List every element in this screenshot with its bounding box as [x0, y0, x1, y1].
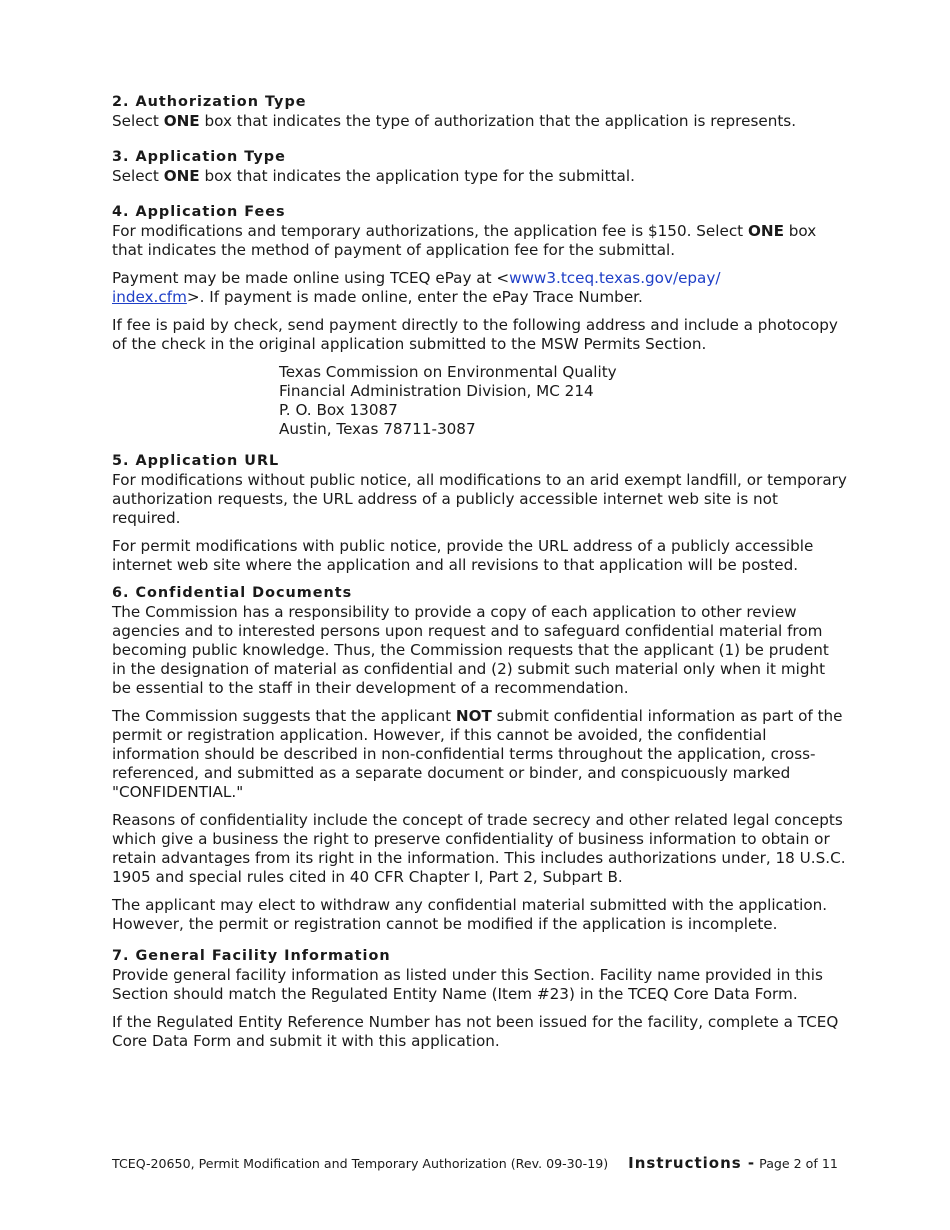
section-heading: 2. Authorization Type [112, 94, 307, 110]
paragraph: For modifications without public notice, all modifications to an arid exempt landfill, or temporary authorization requests, the URL address of a publicly accessible internet web site is not required. [112, 471, 847, 527]
text: Select [112, 112, 164, 130]
paragraph: The Commission has a responsibility to provide a copy of each application to other review agencies and to interested persons upon request and to safeguard confidential material from becoming public knowledge. Thus, the Commission requests that the applicant (1) be prudent in the designation of material as confidential and (2) submit such material only when it might be essential to the staff in their development of a recommendation. [112, 603, 829, 697]
footer-page-number: Page 2 of 11 [759, 1156, 838, 1171]
section-application-fees [112, 203, 847, 439]
emphasis: NOT [455, 707, 492, 725]
emphasis: ONE [747, 222, 784, 240]
text: For modifications and temporary authorizations, the application fee is $150. Select [112, 222, 748, 240]
paragraph [112, 112, 847, 131]
paragraph: If fee is paid by check, send payment directly to the following address and include a photocopy of the check in the original application submitted to the MSW Permits Section. [112, 316, 838, 353]
paragraph [112, 707, 847, 802]
page-footer [112, 1154, 840, 1172]
text: Payment may be made online using TCEQ ePay at < [112, 269, 510, 287]
text: The Commission suggests that the applicant [112, 707, 456, 725]
address-line: Texas Commission on Environmental Quality [279, 363, 617, 381]
paragraph: For permit modifications with public notice, provide the URL address of a publicly accessible internet web site where the application and all revisions to that application will be posted. [112, 537, 814, 574]
section-heading: 6. Confidential Documents [112, 585, 353, 601]
paragraph [112, 222, 847, 260]
epay-link-continued[interactable]: index.cfm [112, 288, 187, 306]
text: submit confidential information as part of the permit or registration application. However, if this cannot be avoided, the confidential information should be described in non-confidential terms throughout the application, cross-referenced, and submitted as a separate document or binder, and conspicuously marked "CONFIDENTIAL." [112, 707, 843, 801]
text: >. If payment is made online, enter the ePay Trace Number. [186, 288, 643, 306]
text: box that indicates the type of authorization that the application is represents. [199, 112, 797, 130]
section-application-url [112, 452, 847, 575]
section-authorization-type [112, 93, 847, 131]
footer-form-id: TCEQ-20650, Permit Modification and Temporary Authorization (Rev. 09-30-19) [112, 1156, 609, 1171]
paragraph: Reasons of confidentiality include the concept of trade secrecy and other related legal concepts which give a business the right to preserve confidentiality of business information to obtain or retain advantages from its right in the information. This includes authorizations under, 18 U.S.C. 1905 and special rules cited in 40 CFR Chapter I, Part 2, Subpart B. [112, 811, 846, 886]
paragraph: The applicant may elect to withdraw any confidential material submitted with the application. However, the permit or registration cannot be modified if the application is incomplete. [112, 896, 828, 933]
address-line: P. O. Box 13087 [279, 401, 398, 419]
address-line: Austin, Texas 78711-3087 [279, 420, 476, 438]
section-heading: 7. General Facility Information [112, 948, 391, 964]
section-heading: 5. Application URL [112, 453, 280, 469]
epay-link[interactable]: www3.tceq.texas.gov/epay/ [509, 269, 721, 287]
section-confidential-documents [112, 584, 847, 934]
address-line: Financial Administration Division, MC 214 [279, 382, 594, 400]
mailing-address [279, 363, 847, 439]
paragraph-epay [112, 269, 847, 307]
footer-instructions: Instructions - [628, 1154, 756, 1172]
section-heading: 4. Application Fees [112, 204, 286, 220]
text: box that indicates the method of payment of application fee for the submittal. [112, 222, 817, 259]
emphasis: ONE [163, 112, 200, 130]
section-application-type [112, 148, 847, 186]
section-heading: 3. Application Type [112, 149, 286, 165]
emphasis: ONE [163, 167, 200, 185]
paragraph: Provide general facility information as listed under this Section. Facility name provided in this Section should match the Regulated Entity Name (Item #23) in the TCEQ Core Data Form. [112, 966, 823, 1003]
document-page [112, 93, 847, 1051]
text: box that indicates the application type for the submittal. [199, 167, 635, 185]
text: Select [112, 167, 164, 185]
section-general-facility-information [112, 947, 847, 1051]
paragraph: If the Regulated Entity Reference Number has not been issued for the facility, complete a TCEQ Core Data Form and submit it with this application. [112, 1013, 839, 1050]
paragraph [112, 167, 847, 186]
